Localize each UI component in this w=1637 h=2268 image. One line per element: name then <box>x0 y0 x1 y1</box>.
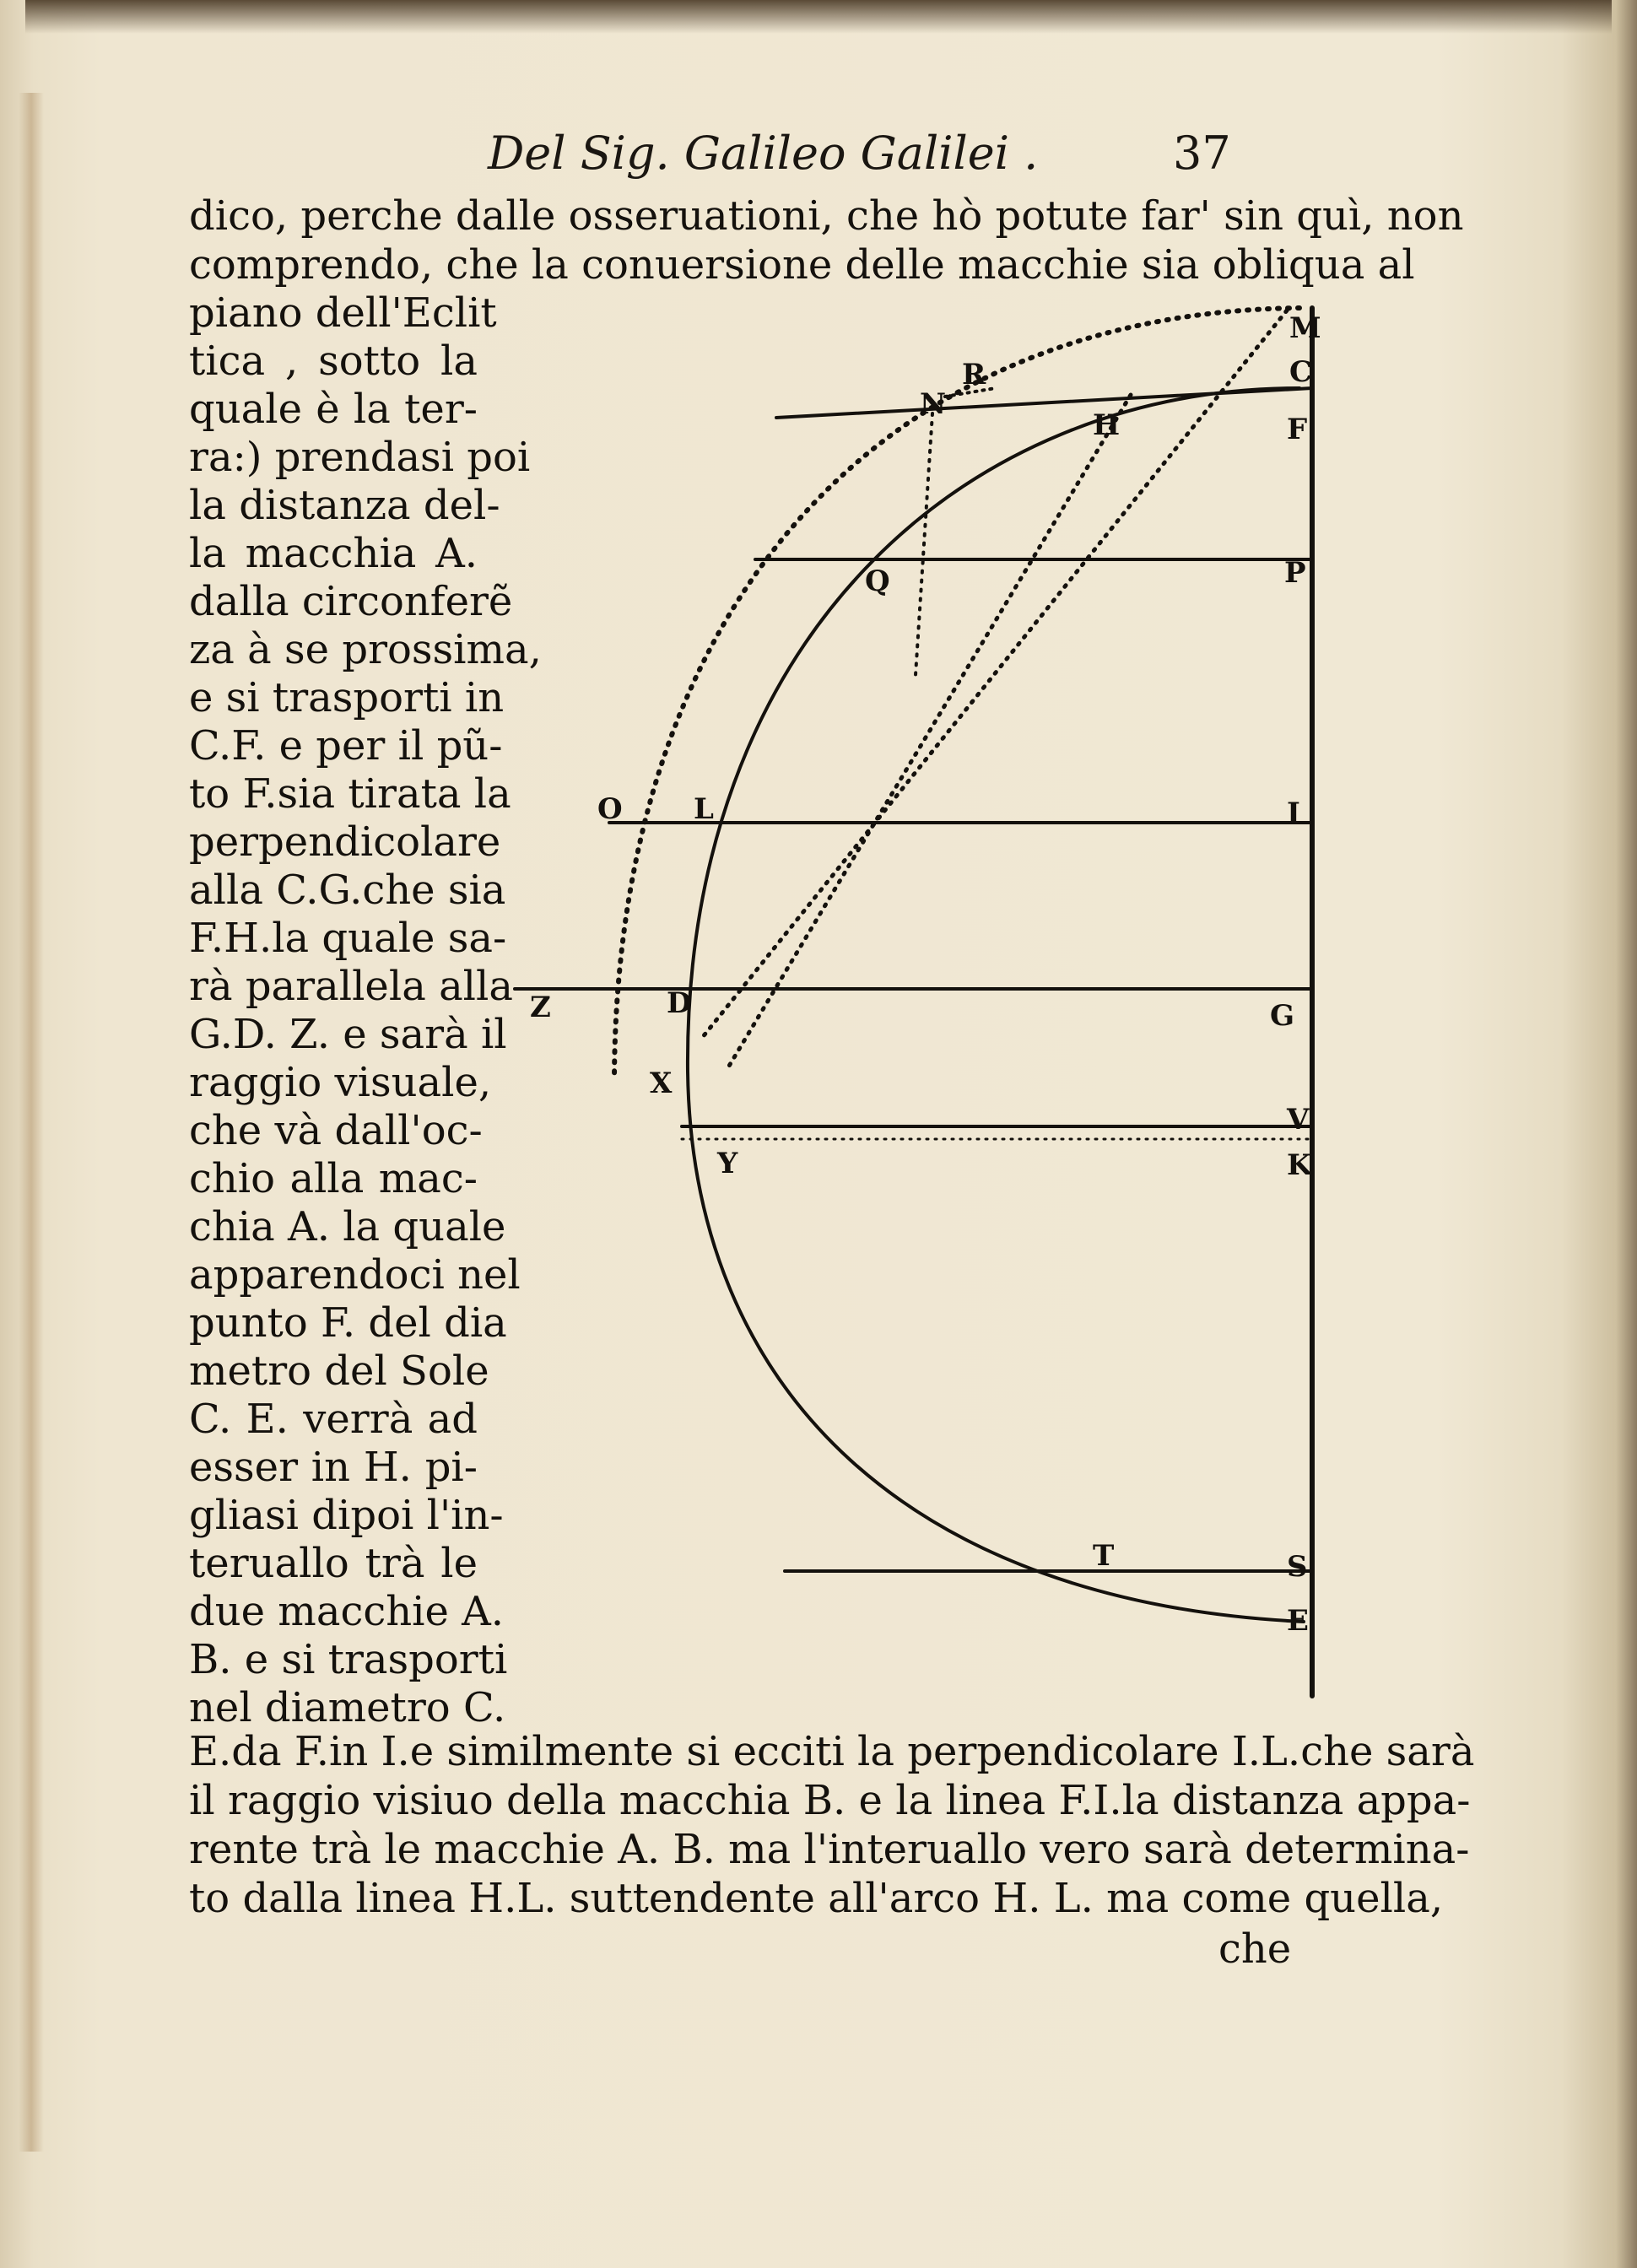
label-e: E <box>1287 1604 1309 1638</box>
text-line: rente trà le macchie A. B. ma l'interuallo vero sarà determina- <box>189 1826 1470 1873</box>
side-text-line: perpendicolare <box>189 818 501 866</box>
dotted-ray-1 <box>702 310 1287 1038</box>
side-text-line: C.F. e per il pũ- <box>189 722 503 770</box>
side-text-line: esser in H. pi- <box>189 1444 478 1491</box>
label-s: S <box>1287 1550 1308 1584</box>
side-text-line: chia A. la quale <box>189 1203 506 1250</box>
side-text-line: to F.sia tirata la <box>189 770 511 818</box>
label-y: Y <box>717 1147 738 1180</box>
label-c: C <box>1289 355 1313 389</box>
label-x: X <box>650 1066 673 1100</box>
side-text-line: la distanza del- <box>189 482 500 529</box>
text-line: E.da F.in I.e similmente si ecciti la perpendicolare I.L.che sarà <box>189 1728 1475 1775</box>
label-n: N <box>920 387 947 421</box>
side-text-line: teruallo trà le <box>189 1540 478 1587</box>
text-line: dico, perche dalle osseruationi, che hò potute far' sin quì, non <box>189 192 1464 240</box>
text-line: comprendo, che la conuersione delle macchie sia obliqua al <box>189 241 1415 289</box>
label-p: P <box>1284 556 1306 590</box>
label-h: H <box>1093 408 1121 442</box>
side-text-line: e si trasporti in <box>189 674 505 721</box>
side-text-line: apparendoci nel <box>189 1251 521 1299</box>
side-text-line: ra:) prendasi poi <box>189 434 531 481</box>
side-text-line: la macchia A. <box>189 530 478 577</box>
side-text-line: F.H.la quale sa- <box>189 915 507 962</box>
label-t: T <box>1093 1539 1115 1573</box>
side-text-line: raggio visuale, <box>189 1059 492 1106</box>
line-n-c <box>776 388 1312 418</box>
side-text-line: G.D. Z. e sarà il <box>189 1011 507 1058</box>
side-text-line: dalla circonferẽ <box>189 578 513 625</box>
side-text-line: gliasi dipoi l'in- <box>189 1492 504 1539</box>
running-head: Del Sig. Galileo Galilei . <box>488 127 1039 180</box>
label-l: L <box>694 792 714 826</box>
side-text-line: due macchie A. <box>189 1588 505 1635</box>
catchword: che <box>1218 1925 1292 1973</box>
side-text-line: alla C.G.che sia <box>189 867 506 914</box>
side-text-line: che và dall'oc- <box>189 1107 483 1154</box>
side-text-line: nel diametro C. <box>189 1684 506 1731</box>
side-text-line: tica , sotto la <box>189 338 478 385</box>
text-line: to dalla linea H.L. suttendente all'arco H. L. ma come quella, <box>189 1875 1444 1922</box>
label-q: Q <box>865 564 890 598</box>
label-m: M <box>1289 311 1321 345</box>
label-r: R <box>962 358 986 392</box>
page-number: 37 <box>1173 127 1231 180</box>
side-text-line: chio alla mac- <box>189 1155 478 1202</box>
label-g: G <box>1270 999 1295 1033</box>
label-z: Z <box>530 991 551 1024</box>
label-d: D <box>667 986 692 1020</box>
side-text-line: B. e si trasporti <box>189 1636 508 1683</box>
side-text-line: rà parallela alla <box>189 963 513 1010</box>
text-line: il raggio visiuo della macchia B. e la linea F.I.la distanza appa- <box>189 1777 1471 1824</box>
label-i: I <box>1287 796 1300 830</box>
label-o: O <box>597 792 623 826</box>
dotted-drop <box>916 413 932 675</box>
side-text-line: quale è la ter- <box>189 386 478 433</box>
side-text-line: za à se prossima, <box>189 626 542 673</box>
label-f: F <box>1287 413 1308 446</box>
circle-arc <box>688 388 1304 1622</box>
side-text-line: punto F. del dia <box>189 1299 507 1347</box>
side-text-line: C. E. verrà ad <box>189 1396 478 1443</box>
label-k: K <box>1287 1148 1312 1182</box>
label-v: V <box>1287 1103 1310 1137</box>
dotted-arc <box>614 308 1299 1080</box>
side-text-line: piano dell'Eclit <box>189 289 497 337</box>
side-text-line: metro del Sole <box>189 1347 489 1395</box>
